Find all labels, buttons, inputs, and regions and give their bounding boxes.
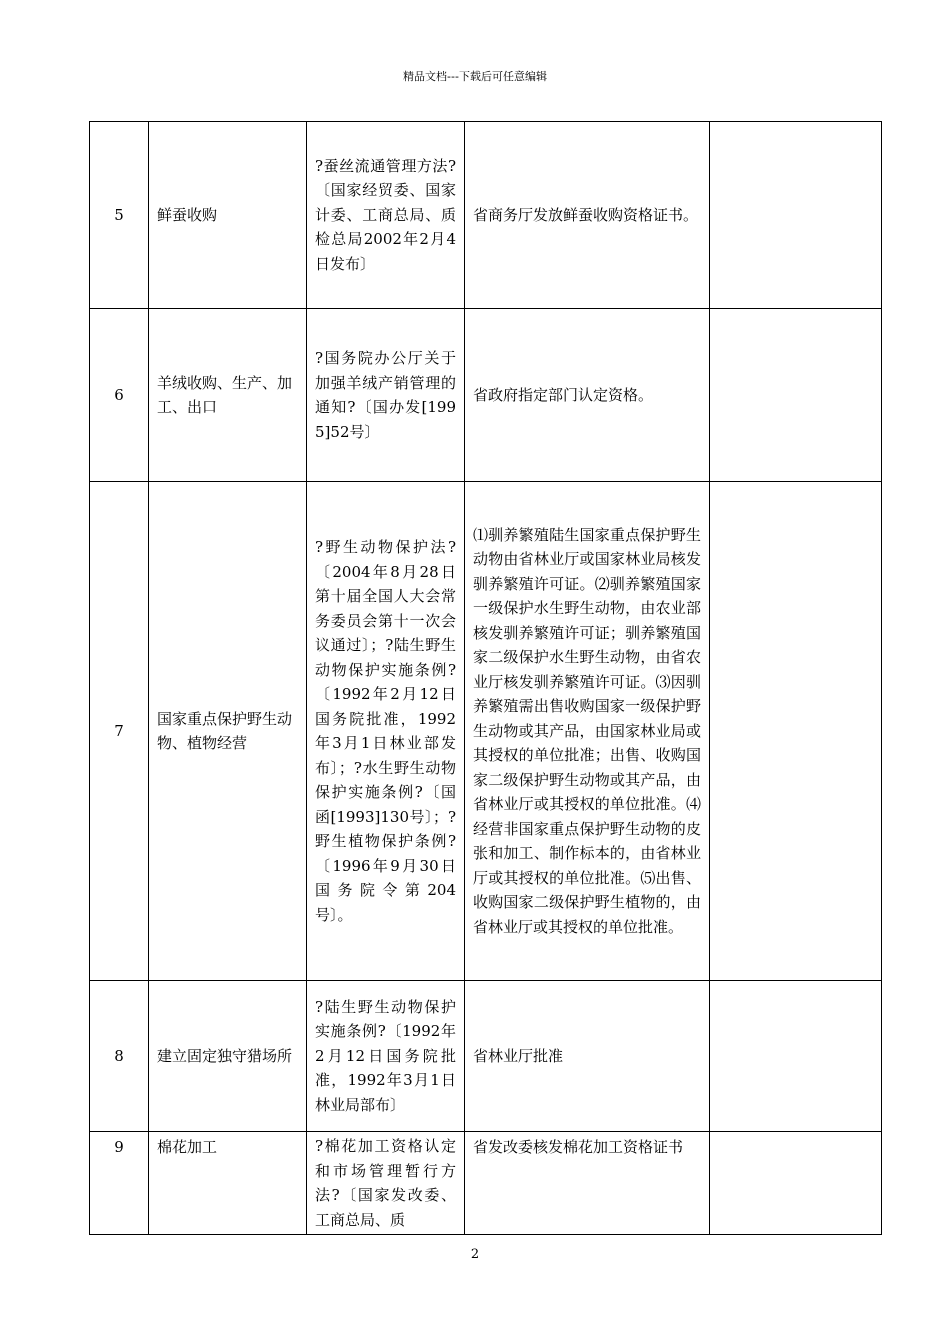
remark <box>710 1132 882 1235</box>
approval-authority: ⑴驯养繁殖陆生国家重点保护野生动物由省林业厅或国家林业局核发驯养繁殖许可证。⑵驯养繁殖国家一级保护水生野生动物，由农业部核发驯养繁殖许可证；驯养繁殖国家二级保护水生野生动物，由省农业厅核发驯养繁殖许可证。⑶因驯养繁殖需出售收购国家一级保护野生动物或其产品，由国家林业局或其授权的单位批准；出售、收购国家二级保护野生动物或其产品，由省林业厅或其授权的单位批准。⑷经营非国家重点保护野生动物的皮张和加工、制作标本的，由省林业厅或其授权的单位批准。⑸出售、收购国家二级保护野生植物的，由省林业厅或其授权的单位批准。 <box>465 482 710 981</box>
table-row <box>90 1132 882 1235</box>
page-number: 2 <box>470 1247 480 1262</box>
legal-basis: ?陆生野生动物保护实施条例?〔1992年2月12日国务院批准，1992年3月1日林业局部布〕 <box>307 981 465 1132</box>
approval-authority: 省商务厅发放鲜蚕收购资格证书。 <box>465 122 710 309</box>
legal-basis: ?棉花加工资格认定和市场管理暂行方法?〔国家发改委、工商总局、质 <box>307 1132 465 1235</box>
approval-authority: 省发改委核发棉花加工资格证书 <box>465 1132 710 1235</box>
remark <box>710 122 882 309</box>
item-name: 羊绒收购、生产、加工、出口 <box>149 309 307 482</box>
row-number: 9 <box>90 1132 149 1235</box>
approval-authority: 省林业厅批准 <box>465 981 710 1132</box>
remark <box>710 981 882 1132</box>
row-number: 8 <box>90 981 149 1132</box>
row-number: 7 <box>90 482 149 981</box>
approval-authority: 省政府指定部门认定资格。 <box>465 309 710 482</box>
legal-basis: ?野生动物保护法?〔2004年8月28日第十届全国人大会常务委员会第十一次会议通过〕；?陆生野生动物保护实施条例?〔1992年2月12日国务院批准，1992年3月1日林业部发布〕；?水生野生动物保护实施条例?〔国函[1993]130号〕；?野生植物保护条例?〔1996年9月30日国务院令第204号〕。 <box>307 482 465 981</box>
license-table <box>89 121 882 1235</box>
remark <box>710 309 882 482</box>
table-row <box>90 122 882 309</box>
item-name: 棉花加工 <box>149 1132 307 1235</box>
legal-basis: ?蚕丝流通管理方法?〔国家经贸委、国家计委、工商总局、质检总局2002年2月4日发布〕 <box>307 122 465 309</box>
table-row <box>90 309 882 482</box>
item-name: 国家重点保护野生动物、植物经营 <box>149 482 307 981</box>
row-number: 5 <box>90 122 149 309</box>
legal-basis: ?国务院办公厅关于加强羊绒产销管理的通知?〔国办发[1995]52号〕 <box>307 309 465 482</box>
table-row <box>90 981 882 1132</box>
row-number: 6 <box>90 309 149 482</box>
table-row <box>90 482 882 981</box>
page-header: 精品文档---下载后可任意编辑 <box>403 70 547 83</box>
item-name: 鲜蚕收购 <box>149 122 307 309</box>
item-name: 建立固定独守猎场所 <box>149 981 307 1132</box>
remark <box>710 482 882 981</box>
